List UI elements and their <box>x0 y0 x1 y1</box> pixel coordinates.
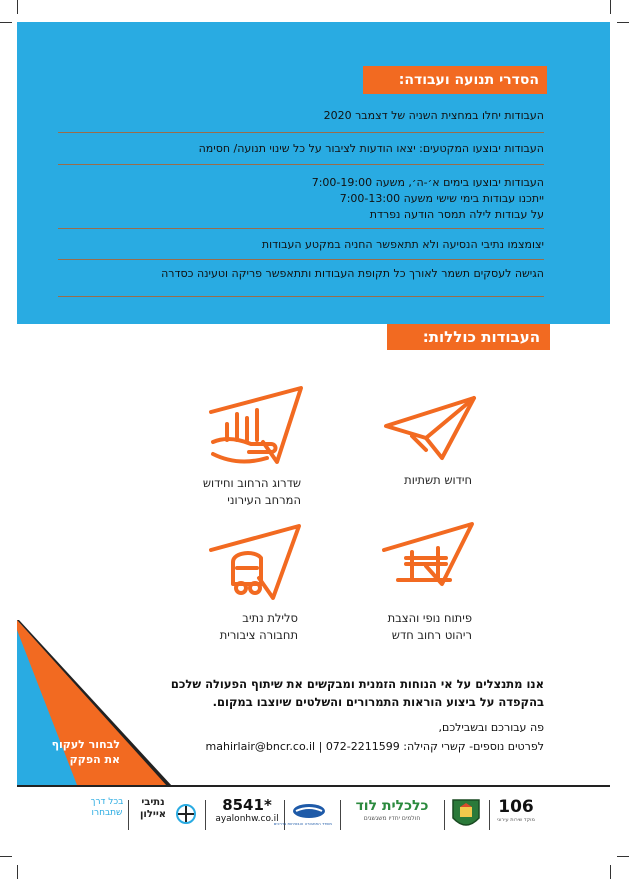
ayalon-slogan <box>88 797 126 819</box>
crop-mark <box>617 22 629 23</box>
slogan-line: בכל דרך <box>90 797 124 807</box>
crop-mark <box>610 865 611 879</box>
city-emblem-icon <box>451 798 481 832</box>
crop-mark <box>617 856 629 857</box>
side-banner-line: את הפקק <box>69 753 120 766</box>
contact-info: לפרטים נוספים- קשרי קהילה: 072-2211599 | mahirlair@bncr.co.il <box>205 740 544 753</box>
crop-mark <box>610 0 611 14</box>
ayalon-mark-icon <box>175 803 197 825</box>
side-banner-line: לבחור לעקוף <box>51 738 120 751</box>
kalkalit-name: כלכלית לוד <box>355 798 429 814</box>
logo-separator <box>340 800 341 830</box>
bench-icon <box>380 518 476 590</box>
ministry-logo-icon <box>292 802 326 820</box>
works-heading: העבודות כוללות: <box>387 324 550 350</box>
kalkalit-sub: חולמים יחדיו משגשגים <box>363 815 421 822</box>
divider <box>58 296 544 297</box>
logo-separator <box>444 800 445 830</box>
bus-icon <box>207 520 303 604</box>
ministry-logo: משרד התחבורה והבטיחות בדרכים <box>273 821 332 826</box>
logo-separator <box>205 800 206 830</box>
kalkalit-lod-logo <box>346 797 438 823</box>
works-item-label: סלילת נתיב תחבורה ציבורית <box>219 611 298 642</box>
divider <box>58 132 544 133</box>
traffic-item: על עבודות לילה תמסר הודעה נפרדת <box>369 208 544 221</box>
traffic-item: העבודות יבוצעו המקטעים: יצאו הודעות לציבור על כל שינוי תנועה/ חסימה <box>198 142 544 155</box>
divider <box>58 164 544 165</box>
traffic-heading: הסדרי תנועה ועבודה: <box>363 66 547 94</box>
slogan-line: שתבחרו <box>91 808 123 818</box>
footer-divider <box>17 785 610 787</box>
hotline-sub: מוקד שירות עירוני <box>497 817 535 823</box>
works-item-label: שדרוג הרחוב וחידוש המרחב העירוני <box>202 476 301 507</box>
crop-mark <box>17 865 18 879</box>
crop-mark <box>0 22 12 23</box>
ayalon-logo: נתיבי איילון <box>139 797 167 820</box>
website: ayalonhw.co.il <box>215 814 279 824</box>
signoff-text: פה עבורכם ובשבילכם, <box>438 721 544 734</box>
traffic-item: ייתכנו עבודות בימי שישי משעה 7:00-13:00 <box>339 192 544 205</box>
city-hotline-logo <box>494 797 538 824</box>
side-banner-text <box>25 737 120 767</box>
phone-number: *8541 <box>222 796 272 814</box>
works-item-label: חידוש תשתיות <box>404 473 472 487</box>
phone-logo <box>212 797 282 825</box>
crop-mark <box>17 0 18 14</box>
crop-mark <box>0 856 12 857</box>
paper-plane-icon <box>382 392 478 464</box>
city-hand-icon <box>207 384 305 466</box>
logo-separator <box>489 800 490 830</box>
traffic-item: יצומצמו נתיבי הנסיעה ולא תתאפשר החניה במקטע העבודות <box>261 238 544 251</box>
hotline-number: 106 <box>498 797 534 817</box>
traffic-item: הגישה לעסקים תשמר לאורך כל תקופת העבודות ותתאפשר פריקה וטעינה כסדרה <box>161 267 544 280</box>
apology-message: בהקפדה על ביצוע הוראות התמרורים והשלטים שיוצבו במקום. <box>212 695 544 709</box>
divider <box>58 228 544 229</box>
works-item-label: פיתוח נופי והצבת ריהוט רחוב חדש <box>387 611 472 642</box>
apology-message: אנו מתנצלים על אי הנוחות הזמנית ומבקשים את שיתוף הפעולה שלכם <box>170 677 544 691</box>
divider <box>58 259 544 260</box>
traffic-item: העבודות יחלו במחצית השניה של דצמבר 2020 <box>323 109 544 122</box>
traffic-item: העבודות יבוצעו בימים א׳-ה׳, משעה 7:00-19:00 <box>311 176 544 189</box>
logo-separator <box>128 800 129 830</box>
